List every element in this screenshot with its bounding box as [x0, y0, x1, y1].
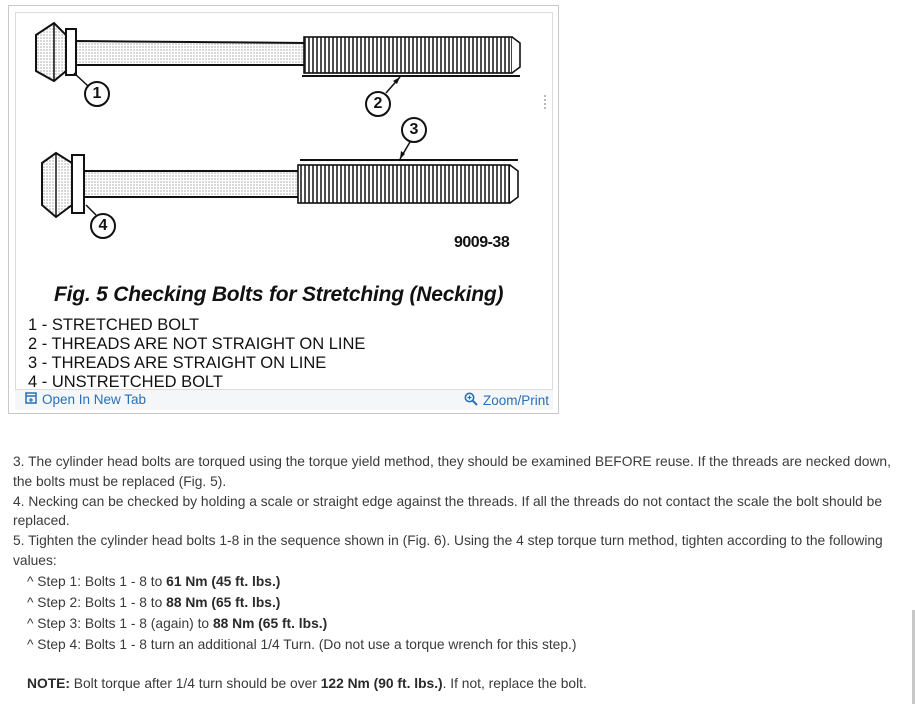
figure-toolbar — [15, 390, 553, 410]
callout-3: 3 — [409, 121, 419, 138]
step-text: ^ Step 1: Bolts 1 - 8 to — [27, 573, 167, 589]
legend-item: 1 - STRETCHED BOLT — [28, 316, 200, 334]
note-label: NOTE: — [27, 675, 70, 691]
legend-item: 2 - THREADS ARE NOT STRAIGHT ON LINE — [28, 335, 366, 353]
figure-number: 9009-38 — [454, 234, 510, 251]
callout-2: 2 — [373, 95, 383, 112]
note-text: Bolt torque after 1/4 turn should be over — [69, 675, 321, 691]
step-text: ^ Step 3: Bolts 1 - 8 (again) to — [27, 615, 213, 631]
note-suffix: . If not, replace the bolt. — [442, 675, 587, 691]
bolt-diagram-image — [15, 12, 553, 390]
paragraph-4: 4. Necking can be checked by holding a scale or straight edge against the threads. If all the threads do not contact the scale the bolt should be replaced. — [13, 493, 882, 529]
legend-item: 4 - UNSTRETCHED BOLT — [28, 373, 223, 390]
step-2 — [13, 592, 898, 613]
paragraph-3: 3. The cylinder head bolts are torqued using the torque yield method, they should be examined BEFORE reuse. If the threads are necked down, the bolts must be replaced (Fig. 5). — [13, 454, 891, 489]
magnifier-icon — [464, 392, 478, 409]
figure-title: Fig. 5 Checking Bolts for Stretching (Necking) — [54, 283, 504, 306]
unstretched-bolt — [42, 153, 518, 217]
figure-card — [8, 5, 559, 414]
note-value: 122 Nm (90 ft. lbs.) — [320, 675, 443, 691]
dotted-marker — [544, 95, 548, 109]
step-value: 88 Nm (65 ft. lbs.) — [166, 594, 281, 610]
instructions-text — [13, 452, 898, 694]
zoom-print-link[interactable] — [464, 392, 549, 409]
figure-legend — [28, 316, 365, 390]
torque-note — [13, 674, 898, 694]
step-4 — [13, 634, 898, 655]
open-in-new-tab-link[interactable] — [25, 392, 146, 407]
open-in-new-tab-label: Open In New Tab — [42, 392, 147, 407]
zoom-print-label: Zoom/Print — [482, 393, 549, 408]
step-text: ^ Step 4: Bolts 1 - 8 turn an additional 1/4 Turn. (Do not use a torque wrench for this step.) — [27, 636, 577, 652]
step-1 — [13, 571, 898, 592]
step-text: ^ Step 2: Bolts 1 - 8 to — [27, 594, 167, 610]
paragraph-5: 5. Tighten the cylinder head bolts 1-8 in the sequence shown in (Fig. 6). Using the 4 step torque turn method, tighten according to the following values: — [13, 533, 883, 568]
step-value: 61 Nm (45 ft. lbs.) — [166, 573, 281, 589]
step-3 — [13, 613, 898, 634]
step-value: 88 Nm (65 ft. lbs.) — [212, 615, 328, 631]
callout-1: 1 — [92, 85, 102, 102]
open-tab-icon — [25, 392, 37, 407]
callout-4: 4 — [98, 217, 108, 234]
stretched-bolt — [36, 23, 520, 81]
legend-item: 3 - THREADS ARE STRAIGHT ON LINE — [28, 354, 327, 372]
